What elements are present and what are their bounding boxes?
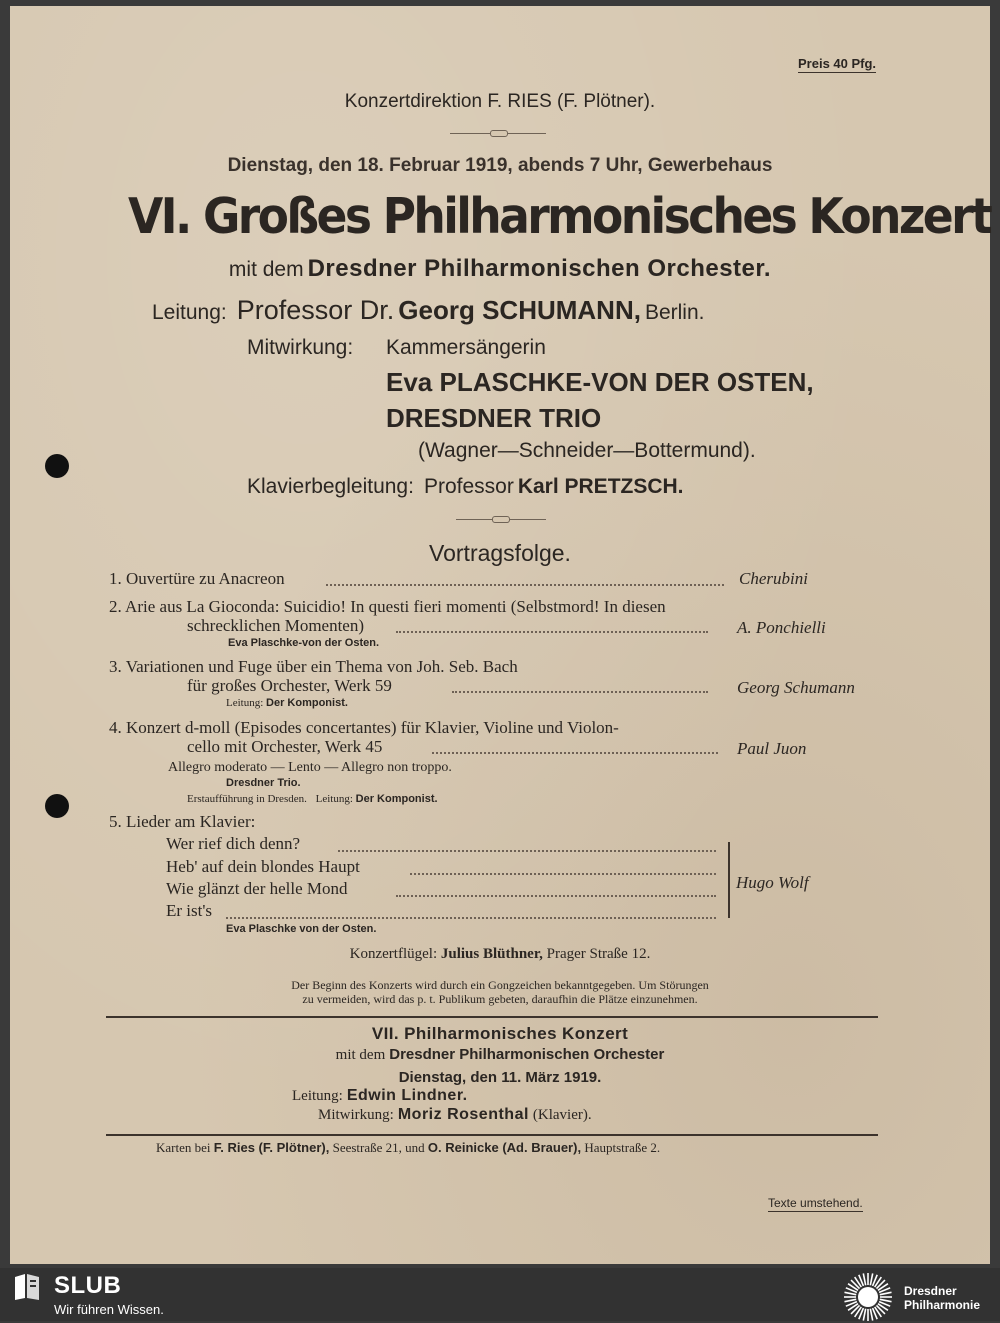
- partner-line-1[interactable]: Dresdner: [904, 1284, 957, 1298]
- next-concert-participant-note: (Klavier).: [532, 1107, 592, 1123]
- songs-brace: [722, 842, 730, 918]
- program-item-5-heading: 5. Lieder am Klavier:: [109, 812, 256, 831]
- section-rule-bottom: [106, 1134, 878, 1136]
- tickets-address-1: Seestraße 21, und: [332, 1140, 425, 1155]
- next-concert-conductor-label: Leitung:: [292, 1088, 343, 1104]
- item-4-performer: Dresdner Trio.: [226, 777, 301, 789]
- piano-line: [200, 946, 800, 963]
- next-concert-orchestra-line: [200, 1046, 800, 1064]
- composer-1: Cherubini: [739, 569, 808, 588]
- sun-ray: [844, 1292, 856, 1294]
- sun-ray: [863, 1309, 865, 1321]
- program-item-4-line1: 4. Konzert d-moll (Episodes concertantes) für Klavier, Violine und Violon-: [109, 718, 619, 737]
- accompaniment-label: Klavierbegleitung:: [247, 475, 414, 498]
- sun-core: [858, 1287, 878, 1307]
- next-concert-participant-line: [318, 1106, 592, 1124]
- leader-dots-2: [396, 631, 708, 633]
- item-4-movements: Allegro moderato — Lento — Allegro non troppo.: [168, 760, 452, 775]
- leader-dots-1: [326, 584, 724, 586]
- item-3-note-value: Der Komponist.: [266, 697, 348, 709]
- philharmonie-sun-icon: [842, 1271, 894, 1323]
- trio-members: (Wagner—Schneider—Bottermund).: [418, 439, 756, 462]
- tickets-prefix: Karten bei: [156, 1140, 211, 1155]
- sun-ray: [870, 1309, 872, 1321]
- song-3: Wie glänzt der helle Mond: [166, 879, 348, 898]
- leader-dots-song-1: [338, 850, 716, 852]
- program-item-2-line1: 2. Arie aus La Gioconda: Suicidio! In questi fieri momenti (Selbstmord! In diesen: [109, 597, 666, 616]
- tickets-address-2: Hauptstraße 2.: [584, 1140, 661, 1155]
- punch-hole-bottom: [45, 794, 69, 818]
- next-concert-date: Dienstag, den 11. März 1919.: [398, 1069, 602, 1086]
- item-4-note-label: Leitung:: [315, 793, 353, 805]
- participants-label: Mitwirkung:: [247, 336, 354, 359]
- sun-ray: [870, 1273, 872, 1285]
- piano-label: Konzertflügel:: [349, 946, 438, 962]
- singer-name: Eva PLASCHKE-VON DER OSTEN,: [386, 367, 814, 397]
- item-5-performer: Eva Plaschke von der Osten.: [226, 923, 377, 935]
- item-2-note: Eva Plaschke-von der Osten.: [228, 637, 380, 649]
- partner-line-2[interactable]: Philharmonie: [904, 1298, 981, 1312]
- sun-ray: [880, 1292, 892, 1294]
- orchestra-name: Dresdner Philharmonischen Orchester.: [307, 255, 772, 282]
- ornament-mark-2: [492, 516, 510, 523]
- song-1: Wer rief dich denn?: [166, 834, 301, 853]
- notice-line-2: zu vermeiden, wird das p. t. Publikum gebeten, daraufhin die Plätze einzunehmen.: [302, 992, 698, 1006]
- concert-title: VI. Großes Philharmonisches Konzert: [128, 188, 991, 245]
- conductor-line: [152, 295, 704, 326]
- conductor-title: Professor Dr.: [236, 295, 395, 325]
- accompaniment-line: [247, 475, 684, 499]
- song-2: Heb' auf dein blondes Haupt: [166, 857, 360, 876]
- trio-name: DRESDNER TRIO: [386, 403, 602, 433]
- conductor-city: Berlin.: [644, 301, 705, 324]
- next-concert-conductor-line: [292, 1087, 468, 1105]
- price-label: Preis 40 Pfg.: [798, 56, 877, 71]
- slub-name[interactable]: SLUB: [54, 1272, 122, 1299]
- piano-address: Prager Straße 12.: [546, 946, 651, 962]
- accompaniment-title: Professor: [423, 475, 514, 498]
- agency-line: Konzertdirektion F. RIES (F. Plötner).: [344, 91, 656, 112]
- conductor-label: Leitung:: [152, 301, 227, 324]
- program-item-4-line2: cello mit Orchester, Werk 45: [187, 737, 383, 756]
- next-concert-orchestra-prefix: mit dem: [335, 1047, 386, 1063]
- conductor-name: Georg SCHUMANN,: [398, 295, 641, 325]
- program-item-3-line1: 3. Variationen und Fuge über ein Thema von Joh. Seb. Bach: [109, 657, 518, 676]
- date-line: Dienstag, den 18. Februar 1919, abends 7 Uhr, Gewerbehaus: [227, 155, 773, 176]
- composer-3: Georg Schumann: [737, 678, 855, 697]
- participants-role: Kammersängerin: [386, 336, 546, 359]
- next-concert-orchestra: Dresdner Philharmonischen Orchester: [389, 1046, 665, 1063]
- next-concert-participant: Moriz Rosenthal: [397, 1106, 529, 1123]
- item-4-premiere: Erstaufführung in Dresden.: [187, 793, 307, 805]
- program-item-1: 1. Ouvertüre zu Anacreon: [109, 569, 285, 588]
- leader-dots-song-3: [396, 895, 716, 897]
- next-concert-conductor: Edwin Lindner.: [346, 1087, 468, 1104]
- item-3-note: [226, 697, 348, 709]
- slub-book-icon: [12, 1273, 42, 1301]
- composer-2: A. Ponchielli: [737, 618, 826, 637]
- leader-dots-song-4: [226, 917, 716, 919]
- orchestra-line: [150, 255, 850, 283]
- accompaniment-name: Karl PRETZSCH.: [517, 475, 684, 498]
- composer-4: Paul Juon: [737, 739, 807, 758]
- tickets-seller-1: F. Ries (F. Plötner),: [213, 1140, 330, 1155]
- leader-dots-3: [452, 691, 708, 693]
- song-4: Er ist's: [166, 901, 213, 920]
- sun-ray: [844, 1299, 856, 1301]
- piano-maker: Julius Blüthner,: [440, 946, 543, 962]
- sun-ray: [863, 1273, 865, 1285]
- orchestra-prefix: mit dem: [228, 258, 304, 281]
- leader-dots-song-2: [410, 873, 716, 875]
- ornament-mark: [490, 130, 508, 137]
- tickets-line: [156, 1140, 660, 1156]
- punch-hole-top: [45, 454, 69, 478]
- sun-ray: [880, 1299, 892, 1301]
- item-3-note-label: Leitung:: [226, 697, 264, 709]
- next-concert-title: VII. Philharmonisches Konzert: [371, 1024, 629, 1043]
- program-item-2-line2: schrecklichen Momenten): [187, 616, 365, 635]
- tickets-seller-2: O. Reinicke (Ad. Brauer),: [427, 1140, 582, 1155]
- texts-note: Texte umstehend.: [768, 1196, 863, 1210]
- item-4-note-value: Der Komponist.: [355, 793, 438, 805]
- program-heading: Vortragsfolge.: [429, 540, 571, 566]
- program-item-3-line2: für großes Orchester, Werk 59: [187, 676, 392, 695]
- composer-5: Hugo Wolf: [736, 873, 809, 892]
- leader-dots-4: [432, 752, 718, 754]
- section-rule-top: [106, 1016, 878, 1018]
- slub-slogan: Wir führen Wissen.: [54, 1302, 164, 1317]
- notice-line-1: Der Beginn des Konzerts wird durch ein Gongzeichen bekanntgegeben. Um Störungen: [291, 978, 709, 992]
- next-concert-participant-label: Mitwirkung:: [318, 1107, 394, 1123]
- item-4-premiere-note: [187, 793, 438, 805]
